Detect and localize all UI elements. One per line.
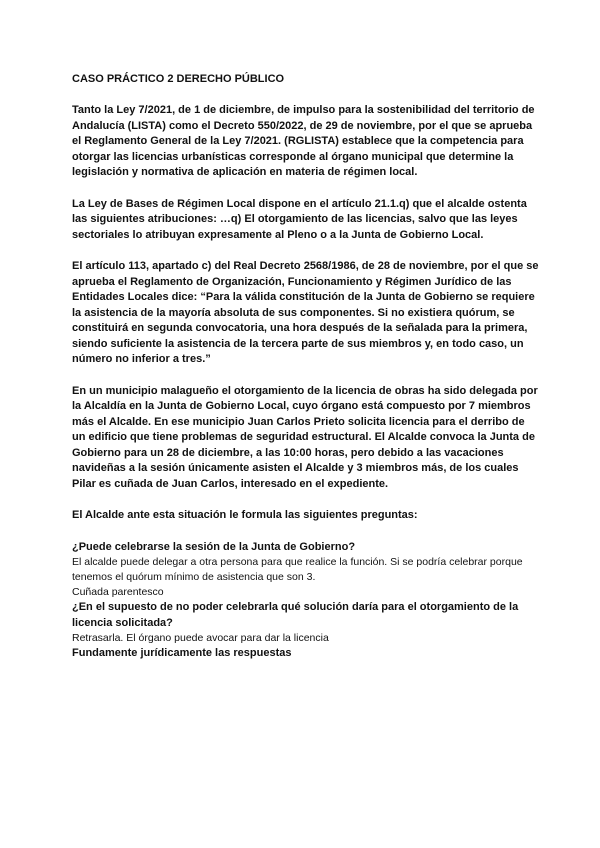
answer-2: Retrasarla. El órgano puede avocar para dar la licencia [72,632,329,644]
paragraph-lista: Tanto la Ley 7/2021, de 1 de diciembre, de impulso para la sostenibilidad del territorio de Andalucía (LISTA) como el Decreto 550/2022, de 29 de noviembre, por el que se aprueba el Reglamento General de la Ley 7/2021. (RGLISTA) establece que la competencia para otorgar las licencias urbanísticas corresponde al órgano municipal que determine la legislación y normativa de aplicación en materia de régimen local. [72,104,535,178]
closing-instruction: Fundamente jurídicamente las respuestas [72,647,292,659]
question-1: ¿Puede celebrarse la sesión de la Junta de Gobierno? [72,540,356,553]
paragraph-intro-questions: El Alcalde ante esta situación le formula las siguientes preguntas: [72,509,418,521]
document-title: CASO PRÁCTICO 2 DERECHO PÚBLICO [72,73,285,85]
answer-1-note: Cuñada parentesco [72,586,164,598]
answer-1: El alcalde puede delegar a otra persona para que realice la función. Si se podría celebrar porque tenemos el quórum mínimo de asistencia que son 3. [72,556,523,583]
paragraph-rof: El artículo 113, apartado c) del Real Decreto 2568/1986, de 28 de noviembre, por el que se aprueba el Reglamento de Organización, Funcionamiento y Régimen Jurídico de las Entidades Locales dice: “Para la válida constitución de la Junta de Gobierno se requiere la asistencia de la mayoría absoluta de sus componentes. Si no existiera quórum, se constituirá en segunda convocatoria, una hora después de la señalada para la primera, siendo suficiente la asistencia de la tercera parte de sus miembros y, en todo caso, un número no inferior a tres.” [72,260,539,365]
paragraph-case: En un municipio malagueño el otorgamiento de la licencia de obras ha sido delegada por la Alcaldía en la Junta de Gobierno Local, cuyo órgano está compuesto por 7 miembros más el Alcalde. En ese municipio Juan Carlos Prieto solicita licencia para el derribo de un edificio que tiene problemas de seguridad estructural. El Alcalde convoca la Junta de Gobierno para un 28 de diciembre, a las 10:00 horas, pero debido a las vacaciones navideñas a la sesión únicamente asisten el Alcalde y 3 miembros más, de los cuales Pilar es cuñada de Juan Carlos, interesado en el expediente. [72,384,538,490]
qa-section [72,540,540,662]
paragraph-lbrl: La Ley de Bases de Régimen Local dispone en el artículo 21.1.q) que el alcalde ostenta las siguientes atribuciones: …q) El otorgamiento de las licencias, salvo que las leyes sectoriales lo atribuyan expresamente al Pleno o a la Junta de Gobierno Local. [72,197,527,241]
question-2: ¿En el supuesto de no poder celebrarla qué solución daría para el otorgamiento de la licencia solicitada? [72,601,519,629]
